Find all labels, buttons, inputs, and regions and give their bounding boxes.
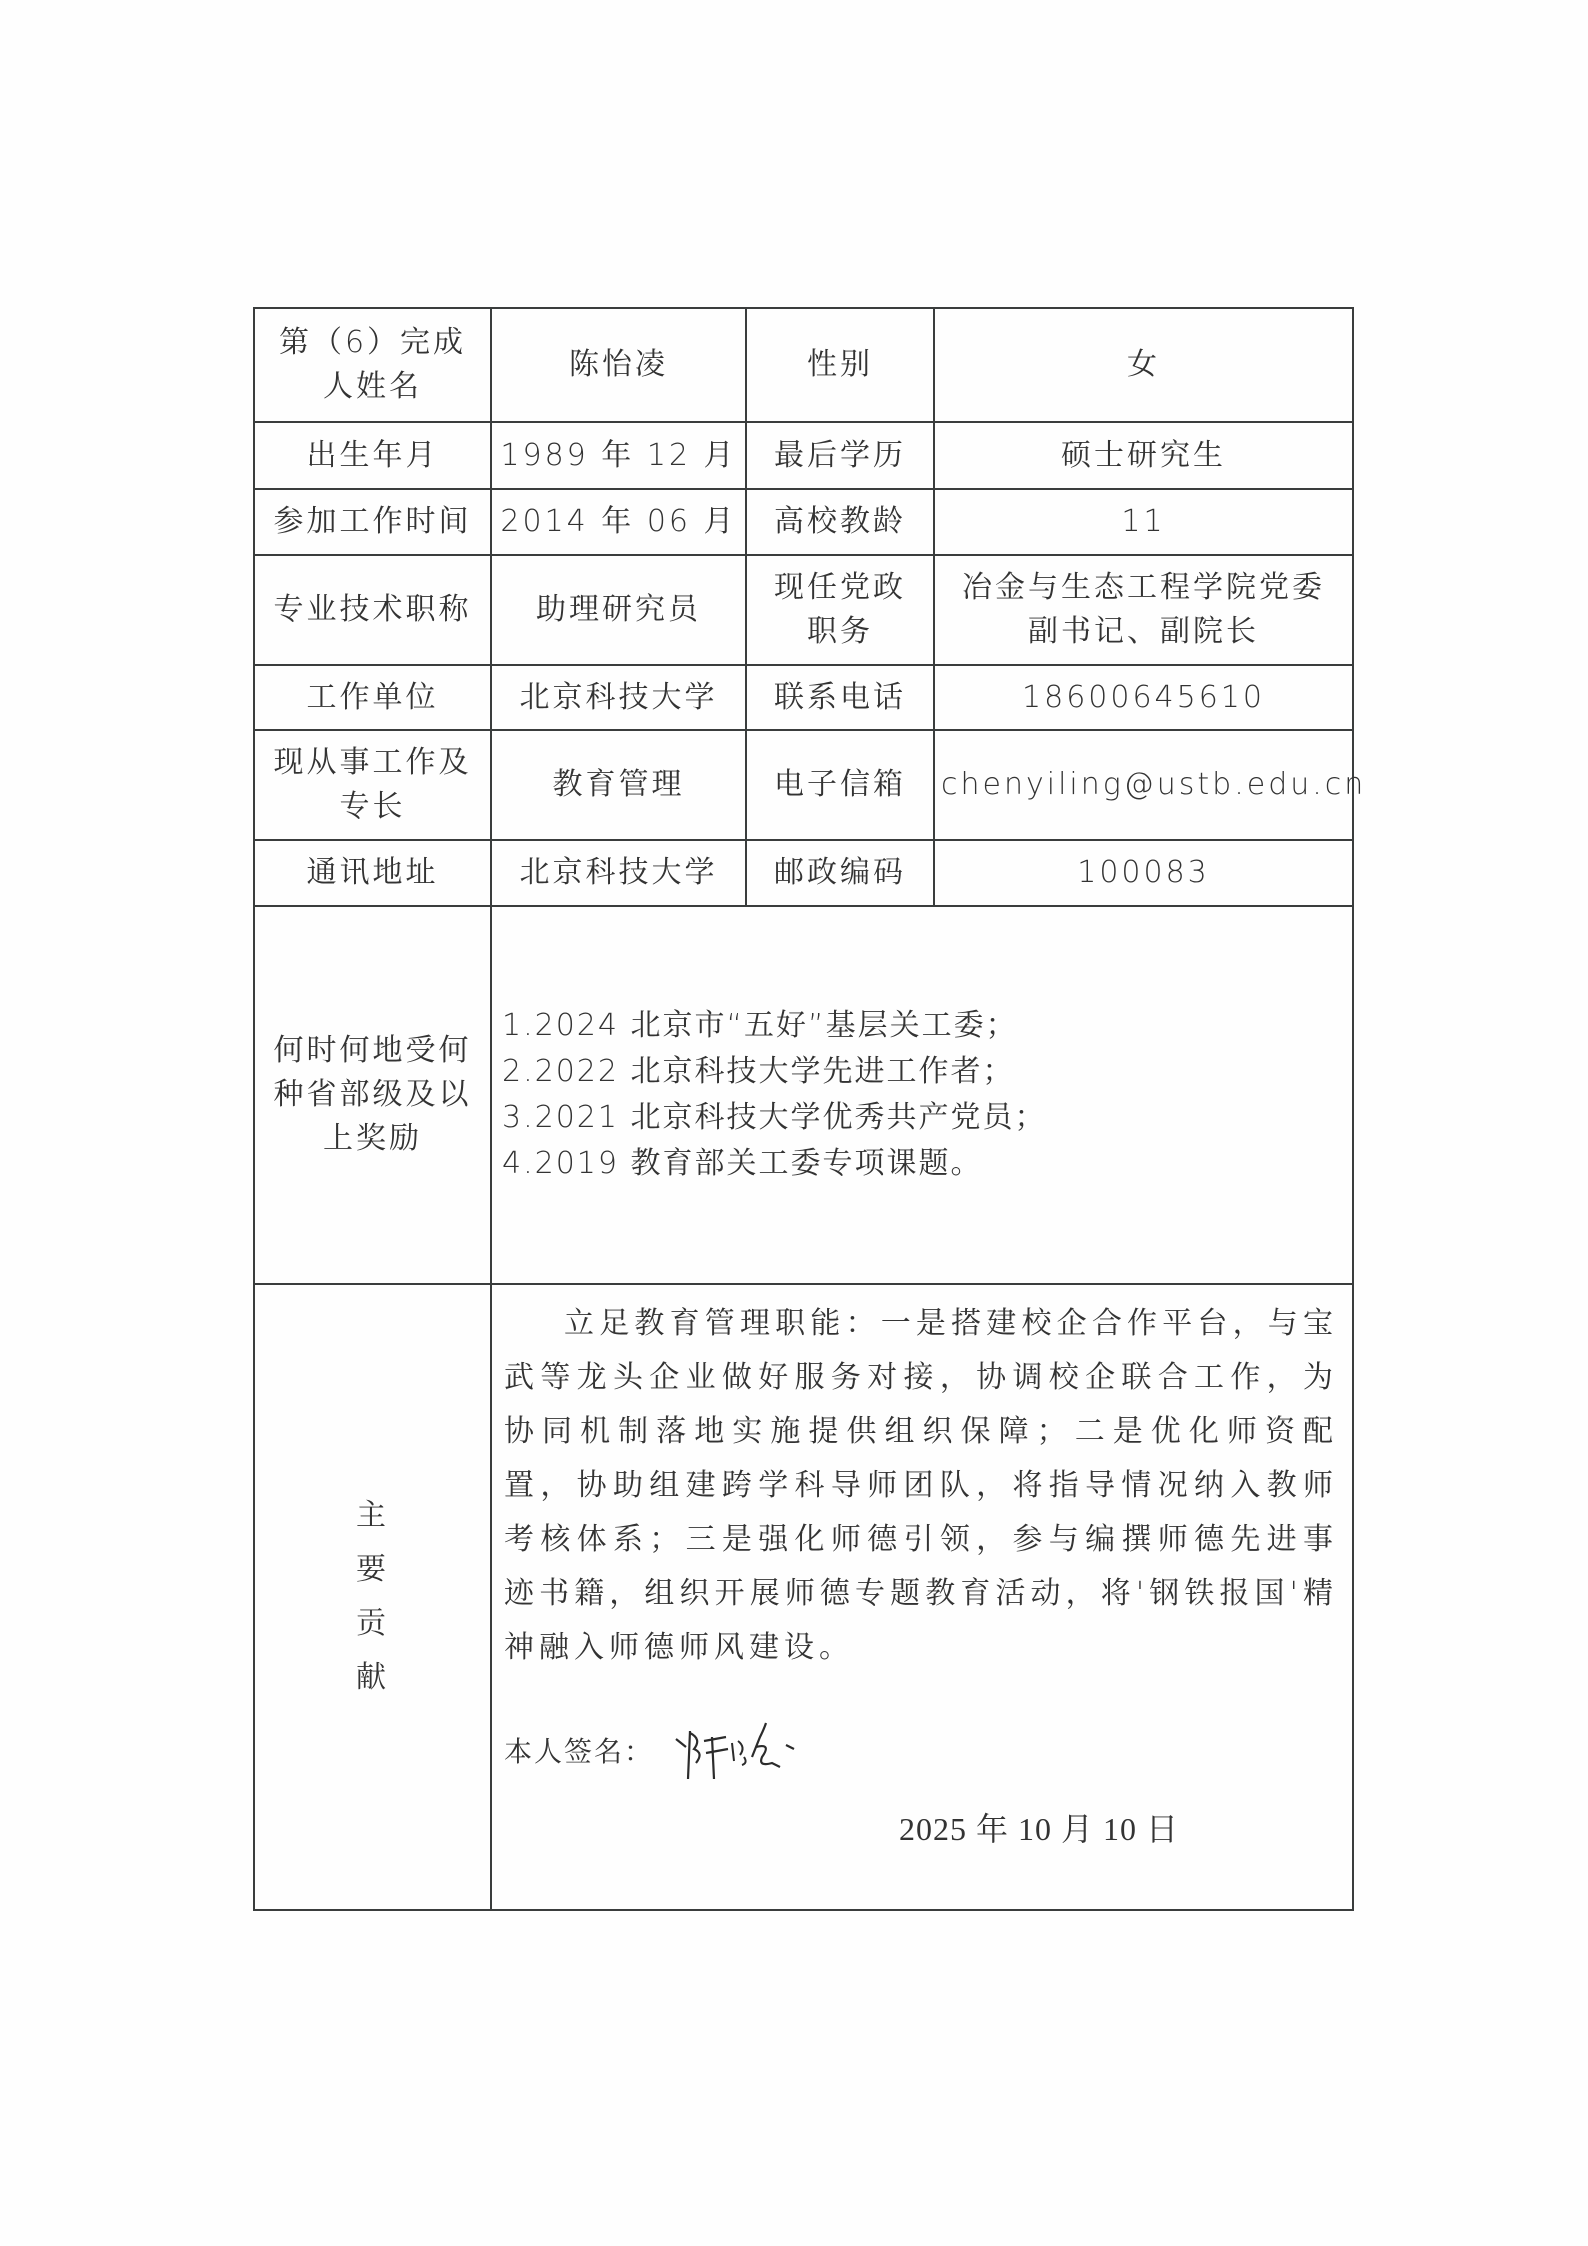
value-address: 北京科技大学 <box>491 840 746 906</box>
table-row <box>254 489 1353 555</box>
table-row <box>254 555 1353 665</box>
label-address: 通讯地址 <box>254 840 491 906</box>
label-birth: 出生年月 <box>254 422 491 489</box>
signature-row <box>504 1717 1338 1787</box>
label-postcode: 邮政编码 <box>746 840 934 906</box>
label-awards: 何时何地受何 种省部级及以 上奖励 <box>254 906 491 1284</box>
table-row <box>254 308 1353 422</box>
signature-date: 2025 年 10 月 10 日 <box>899 1811 1180 1847</box>
handwritten-signature-icon <box>668 1717 808 1787</box>
label-work-start: 参加工作时间 <box>254 489 491 555</box>
value-title: 助理研究员 <box>491 555 746 665</box>
award-item: 2.2022 北京科技大学先进工作者； <box>502 1054 1015 1089</box>
contribution-text: 立足教育管理职能：一是搭建校企合作平台，与宝武等龙头企业做好服务对接，协调校企联合工作，为协同机制落地实施提供组织保障；二是优化师资配置，协助组建跨学科导师团队，将指导情况纳入教师考核体系；三是强化师德引领，参与编撰师德先进事迹书籍，组织开展师德专题教育活动，将'钢铁报国'精神融入师德师风建设。 <box>504 1306 1338 1665</box>
label-phone: 联系电话 <box>746 665 934 730</box>
award-item: 1.2024 北京市“五好”基层关工委； <box>502 1008 1018 1043</box>
table-row <box>254 840 1353 906</box>
signature-label: 本人签名： <box>504 1735 655 1768</box>
table-row <box>254 665 1353 730</box>
nominee-info-table <box>253 307 1367 1911</box>
value-education: 硕士研究生 <box>934 422 1353 489</box>
label-education: 最后学历 <box>746 422 934 489</box>
label-teaching-years: 高校教龄 <box>746 489 934 555</box>
value-postcode: 100083 <box>934 840 1353 906</box>
value-email: chenyiling@ustb.edu.cn <box>934 730 1353 840</box>
table-row <box>254 730 1353 840</box>
label-gender: 性别 <box>746 308 934 422</box>
value-position: 冶金与生态工程学院党委 副书记、副院长 <box>934 555 1353 665</box>
label-specialty: 现从事工作及 专长 <box>254 730 491 840</box>
table-row <box>254 1284 1353 1910</box>
value-specialty: 教育管理 <box>491 730 746 840</box>
value-phone: 18600645610 <box>934 665 1353 730</box>
value-birth: 1989 年 12 月 <box>491 422 746 489</box>
table-row <box>254 422 1353 489</box>
award-item: 4.2019 教育部关工委专项课题。 <box>502 1146 983 1181</box>
label-title: 专业技术职称 <box>254 555 491 665</box>
label-contribution: 主 要 贡 献 <box>254 1284 491 1910</box>
value-employer: 北京科技大学 <box>491 665 746 730</box>
awards-list <box>491 906 1353 1284</box>
label-position: 现任党政 职务 <box>746 555 934 665</box>
value-teaching-years: 11 <box>934 489 1353 555</box>
label-employer: 工作单位 <box>254 665 491 730</box>
table-row <box>254 906 1353 1284</box>
contribution-cell <box>491 1284 1353 1910</box>
label-email: 电子信箱 <box>746 730 934 840</box>
value-name: 陈怡凌 <box>491 308 746 422</box>
label-name: 第（6）完成 人姓名 <box>254 308 491 422</box>
value-work-start: 2014 年 06 月 <box>491 489 746 555</box>
value-gender: 女 <box>934 308 1353 422</box>
award-item: 3.2021 北京科技大学优秀共产党员； <box>502 1100 1047 1135</box>
